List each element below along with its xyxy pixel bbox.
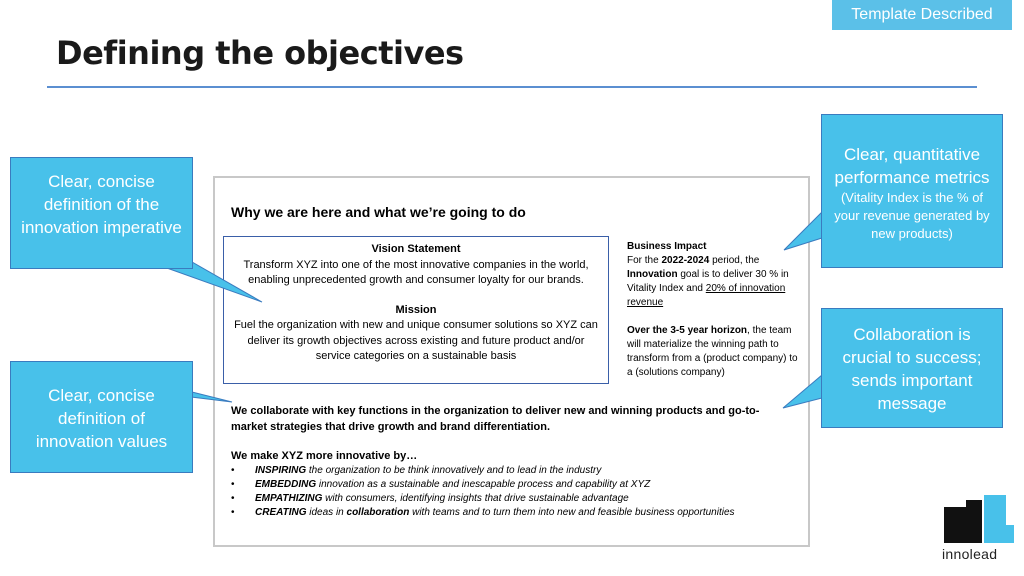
callout-right-bottom-text: Collaboration is crucial to success; sends important message <box>842 325 982 413</box>
value-item: • EMPATHIZING with consumers, identifying insights that drive sustainable advantage <box>231 492 801 506</box>
card-heading: Why we are here and what we’re going to do <box>231 204 526 220</box>
collaboration-statement: We collaborate with key functions in the organization to deliver new and winning products and go-to-market strategies that drive growth and brand differentiation. <box>231 405 760 433</box>
callout-right-top-subtext: (Vitality Index is the % of your revenue generated by new products) <box>834 190 990 241</box>
callout-right-top-text: Clear, quantitative performance metrics <box>834 145 990 187</box>
impact-innovation: Innovation <box>627 269 678 280</box>
vision-title: Vision Statement <box>371 243 461 255</box>
callout-innovation-values <box>10 361 193 473</box>
impact-revenue-link: 20% of innovation revenue <box>627 283 786 308</box>
impact-text-c: goal is to deliver 30 % in Vitality Index and <box>627 269 789 294</box>
value-item: • CREATING ideas in collaboration with teams and to turn them into new and feasible business opportunities <box>231 506 801 520</box>
value-item: • INSPIRING the organization to be think innovatively and to lead in the industry <box>231 464 801 478</box>
impact-period: 2022-2024 <box>661 255 710 266</box>
value-item: • EMBEDDING innovation as a sustainable and inescapable process and capability at XYZ <box>231 478 801 492</box>
values-heading: We make XYZ more innovative by… <box>231 450 418 462</box>
callout-left-bottom-text: Clear, concise definition of innovation values <box>35 386 168 451</box>
impact-horizon: Over the 3-5 year horizon <box>627 325 748 336</box>
impact-text-b: period, the <box>709 255 760 266</box>
mission-text: Fuel the organization with new and unique consumer solutions so XYZ can deliver its growth objectives across existing and future product and/or service categories on a sustainable basis <box>234 319 598 362</box>
innolead-logo-text: innolead <box>942 546 998 562</box>
vision-text: Transform XYZ into one of the most innovative companies in the world, enabling unprecedented growth and consumer loyalty for our brands. <box>243 258 589 286</box>
callout-left-top-text: Clear, concise definition of the innovation imperative <box>21 172 182 237</box>
callout-tail-right-bottom <box>783 375 822 408</box>
business-impact-title: Business Impact <box>627 241 707 252</box>
callout-collaboration <box>821 308 1003 428</box>
callout-tail-right-top <box>784 212 822 250</box>
page-title: Defining the objectives <box>56 34 464 72</box>
impact-horizon-text: , the team will materialize the winning path to transform from a (product company) to a (solutions company) <box>627 325 798 378</box>
impact-text-a: For the <box>627 255 662 266</box>
callout-performance-metrics <box>821 114 1003 268</box>
template-tag: Template Described <box>832 0 1012 30</box>
mission-title: Mission <box>395 303 437 316</box>
callout-innovation-imperative <box>10 157 193 269</box>
